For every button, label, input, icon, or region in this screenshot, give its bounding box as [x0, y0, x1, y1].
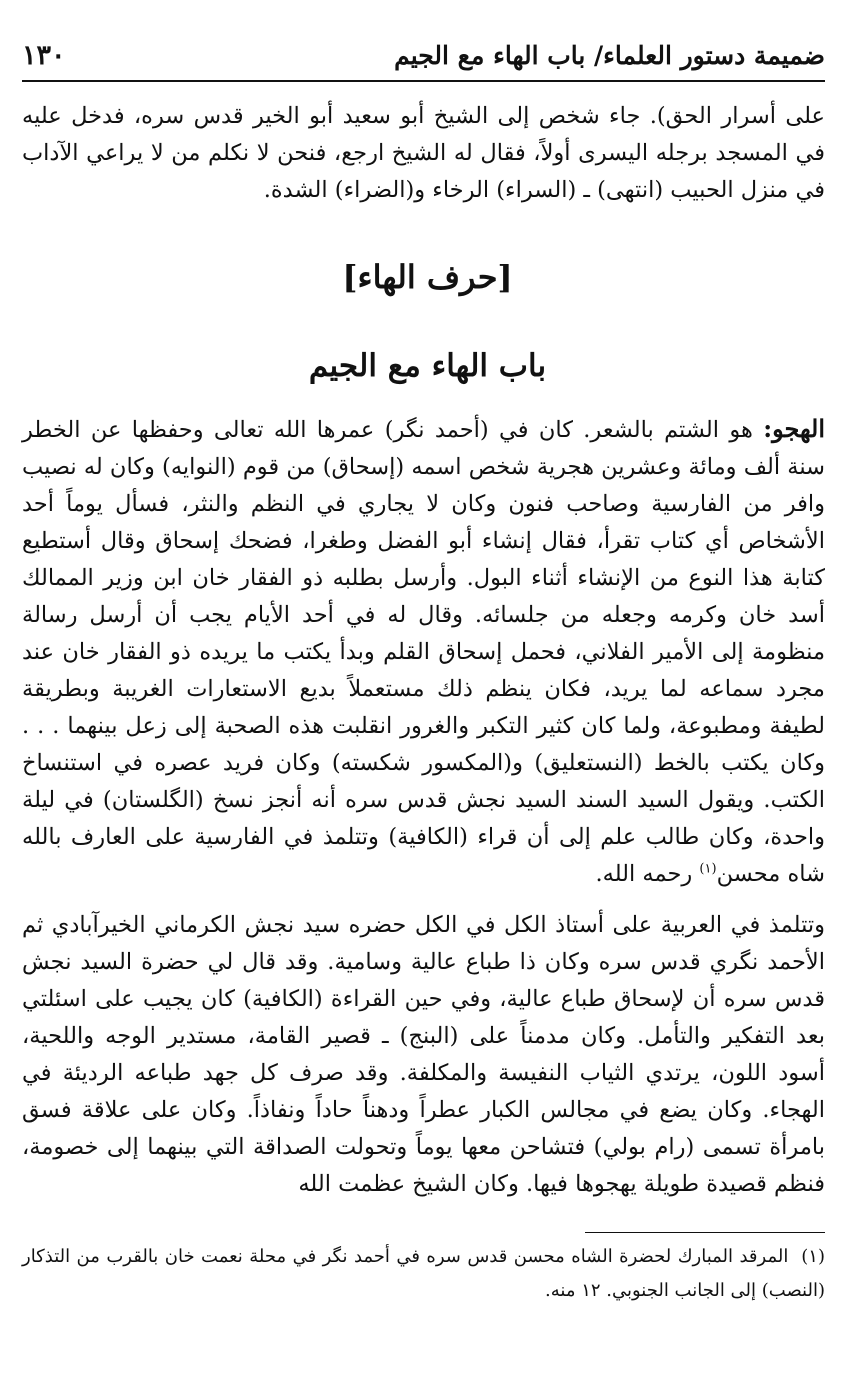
- page-header: [22, 30, 825, 82]
- page-number: ١٣٠: [22, 39, 66, 71]
- running-title: ضميمة دستور العلماء/ باب الهاء مع الجيم: [394, 40, 825, 70]
- footnote-separator: [585, 1232, 825, 1233]
- footnote-marker: (١): [801, 1246, 825, 1267]
- intro-paragraph: على أسرار الحق). جاء شخص إلى الشيخ أبو سعيد أبو الخير قدس سره، فدخل عليه في المسجد برجله اليسرى أولاً، فقال له الشيخ ارجع، فنحن لا نكلم من لا يراعي الآداب في منزل الحبيب (انتهى) ـ (السراء) الرخاء و(الضراء) الشدة.: [22, 103, 825, 203]
- footnote-text: المرقد المبارك لحضرة الشاه محسن قدس سره في أحمد نگر في محلة نعمت خان بالقرب من التذكار (النصب) إلى الجانب الجنوبي. ١٢ منه.: [22, 1246, 825, 1301]
- entry-text-end: رحمه الله.: [595, 861, 700, 887]
- footnote-reference[interactable]: (١): [699, 861, 717, 877]
- chapter-heading: باب الهاء مع الجيم: [308, 348, 547, 384]
- entry-text: هو الشتم بالشعر. كان في (أحمد نگر) عمرها الله تعالى وحفظها عن الخطر سنة ألف ومائة وعشرين هجرية شخص اسمه (إسحاق) من قوم (النوايه) وكان له نصيب وافر من الفارسية وصاحب فنون وكان لا يجاري في النظم والنثر، فسأل يوماً أحد الأشخاص أي كتاب تقرأ، فقال إنشاء أبو الفضل وطغرا، فضحك إسحاق وقال أستطيع كتابة هذا النوع من الإنشاء أثناء البول. وأرسل بطلبه ذو الفقار خان ابن وزير الممالك أسد خان وكرمه وجعله من جلسائه. وقال له في أحد الأيام يجب أن أرسل رسالة منظومة إلى الأمير الفلاني، فحمل إسحاق القلم وبدأ يكتب ما يريده ذو الفقار خان عند مجرد سماعه لما يريد، فكان ينظم ذلك مستعملاً بديع الاستعارات الغريبة وبطريقة لطيفة ومطبوعة، ولما كان كثير التكبر والغرور انقلبت هذه الصحبة إلى زعل بينهما . . . وكان يكتب بالخط (النستعليق) و(المكسور شكسته) وكان فريد عصره في استنساخ الكتب. ويقول السيد السند السيد نجش قدس سره أنه أنجز نسخ (الگلستان) في ليلة واحدة، وكان طالب علم إلى أن قراء (الكافية) وتتلمذ في الفارسية على العارف بالله شاه محسن: [22, 417, 825, 887]
- entry-term: الهجو:: [763, 414, 825, 443]
- footnote: [22, 1240, 825, 1308]
- entry-paragraph: [22, 410, 825, 893]
- second-paragraph: وتتلمذ في العربية على أستاذ الكل في الكل حضره سيد نجش الكرماني الخيرآبادي ثم الأحمد نگري قدس سره وكان ذا طباع عالية وسامية. وقد قال لي حضرة السيد نجش قدس سره أن لإسحاق طباع عالية، وفي حين القراءة (الكافية) كان يجيب على اسئلتي بعد التفكير والتأمل. وكان مدمناً على (البنج) ـ قصير القامة، مستدير الوجه واللحية، أسود اللون، يرتدي الثياب النفيسة والمكلفة. وقد صرف كل جهد طباعه الرديئة في الهجاء. وكان يضع في مجالس الكبار عطراً ودهناً حاداً ونفاذاً. وكان على علاقة فسق بامرأة تسمى (رام بولي) فتشاحن معها يوماً وتحولت الصداقة التي بينهما إلى خصومة، فنظم قصيدة طويلة يهجوها فيها. وكان الشيخ عظمت الله: [22, 912, 825, 1197]
- section-heading: [حرف الهاء]: [342, 258, 513, 296]
